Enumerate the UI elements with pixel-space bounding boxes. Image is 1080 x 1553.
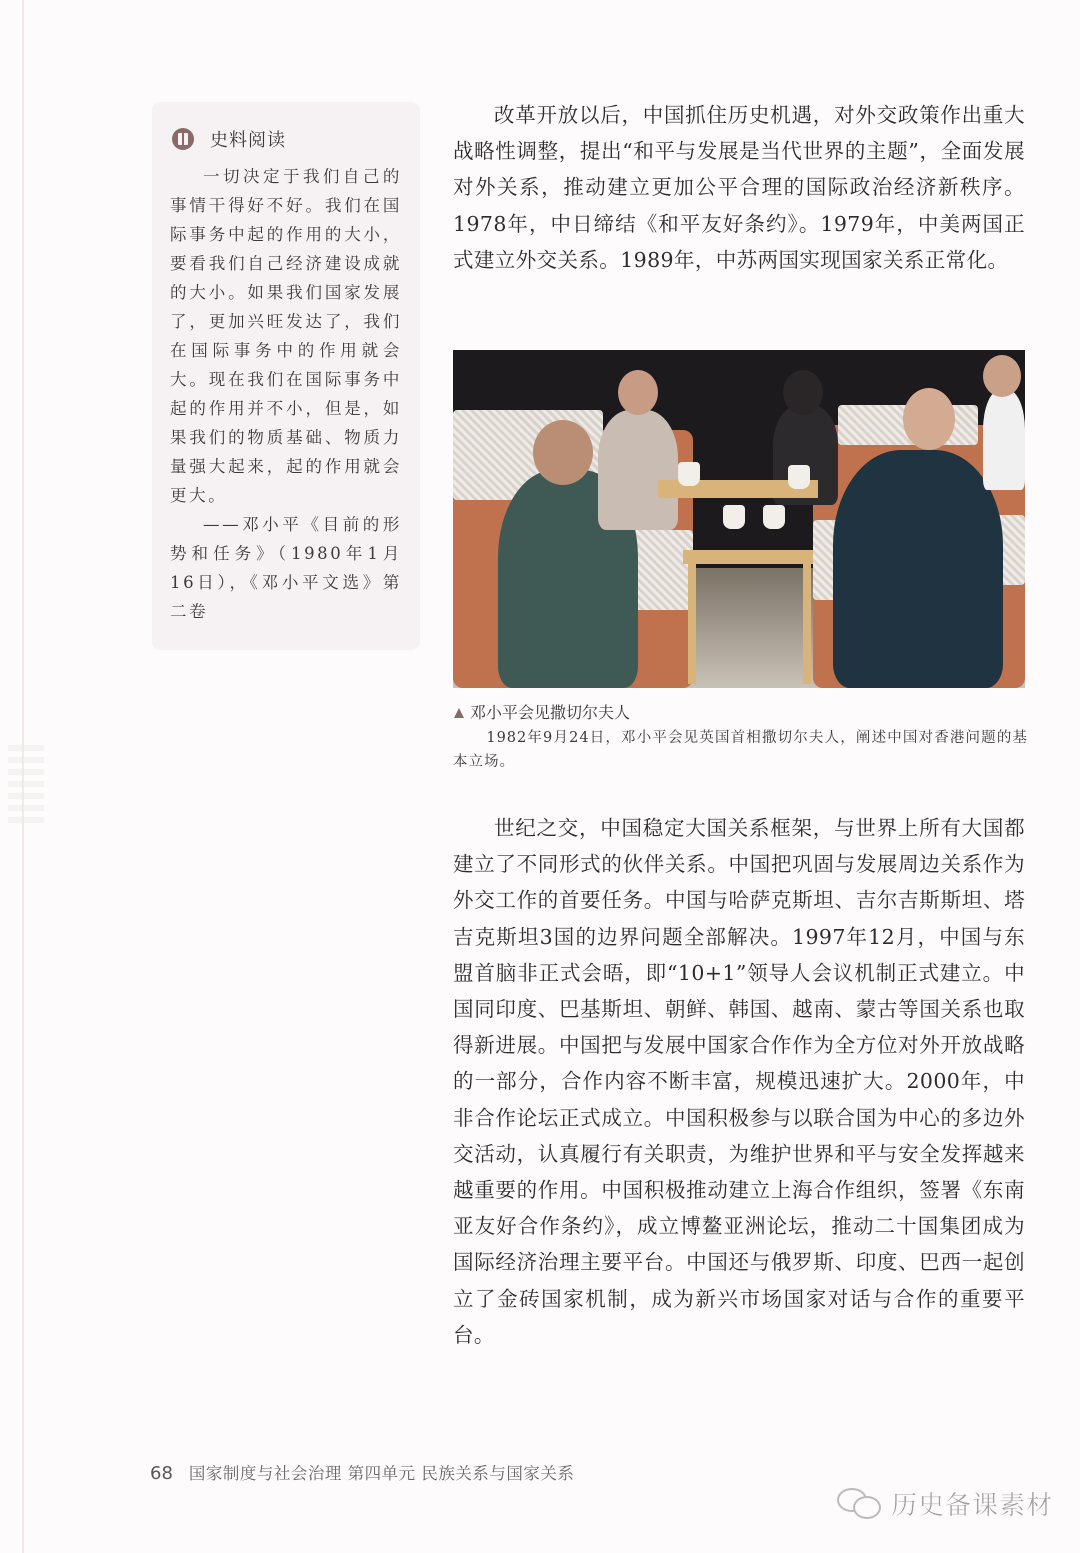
sidebar-source: ——邓小平《目前的形势和任务》（1980年1月16日），《邓小平文选》第二卷 — [170, 515, 402, 621]
triangle-icon — [454, 708, 464, 718]
photo-caption — [453, 700, 1028, 774]
book-icon — [172, 128, 194, 150]
photo-deng-thatcher — [453, 350, 1025, 688]
photo-head — [983, 355, 1021, 397]
caption-text: 1982年9月24日，邓小平会见英国首相撒切尔夫人，阐述中国对香港问题的基本立场。 — [453, 730, 1028, 770]
sidebar-header — [170, 124, 402, 154]
sidebar-title: 史料阅读 — [210, 130, 286, 151]
paragraph-reform-opening: 改革开放以后，中国抓住历史机遇，对外交政策作出重大战略性调整，提出“和平与发展是当代世界的主题”，全面发展对外关系，推动建立更加公平合理的国际政治经济新秩序。1978年，中日缔结《和平友好条约》。1979年，中美两国正式建立外交关系。1989年，中苏两国实现国家关系正常化。 — [453, 103, 1025, 272]
caption-title-row — [453, 700, 1028, 726]
photo-head — [783, 370, 823, 415]
photo-head — [903, 388, 955, 450]
photo-teacup — [723, 505, 745, 529]
photo-head — [618, 370, 658, 415]
photo-teacup — [678, 462, 700, 486]
paragraph-turn-of-century: 世纪之交，中国稳定大国关系框架，与世界上所有大国都建立了不同形式的伙伴关系。中国把巩固与发展周边关系作为外交工作的首要任务。中国与哈萨克斯坦、吉尔吉斯斯坦、塔吉克斯坦3国的边界问题全部解决。1997年12月，中国与东盟首脑非正式会晤，即“10+1”领导人会议机制正式建立。中国同印度、巴基斯坦、朝鲜、韩国、越南、蒙古等国关系也取得新进展。中国把与发展中国家合作作为全方位对外开放战略的一部分，合作内容不断丰富，规模迅速扩大。2000年，中非合作论坛正式成立。中国积极参与以联合国为中心的多边外交活动，认真履行有关职责，为维护世界和平与安全发挥越来越重要的作用。中国积极推动建立上海合作组织，签署《东南亚友好合作条约》，成立博鳌亚洲论坛，推动二十国集团成为国际经济治理主要平台。中国还与俄罗斯、印度、巴西一起创立了金砖国家机制，成为新兴市场国家对话与合作的重要平台。 — [453, 816, 1025, 1347]
photo-tea-table-shelf — [683, 550, 813, 564]
sidebar-body — [170, 162, 402, 626]
bleed-through-text — [8, 745, 44, 825]
photo-table-leg — [688, 564, 696, 684]
page-footer — [150, 1460, 574, 1484]
wechat-icon — [835, 1486, 883, 1522]
historical-material-sidebar — [152, 102, 420, 650]
running-title: 国家制度与社会治理 第四单元 民族关系与国家关系 — [188, 1464, 575, 1483]
watermark-text: 历史备课素材 — [891, 1491, 1054, 1521]
photo-teacup — [763, 505, 785, 529]
watermark — [835, 1485, 1053, 1522]
sidebar-quote: 一切决定于我们自己的事情干得好不好。我们在国际事务中起的作用的大小，要看我们自己经济建设成就的大小。如果我们国家发展了，更加兴旺发达了，我们在国际事务中的作用就会大。现在我们在国际事务中起的作用并不小，但是，如果我们的物质基础、物质力量强大起来，起的作用就会更大。 — [170, 167, 402, 505]
photo-table-leg — [803, 564, 811, 684]
photo-person-thatcher — [833, 450, 1003, 688]
caption-title: 邓小平会见撒切尔夫人 — [470, 703, 631, 722]
photo-head — [533, 420, 593, 485]
photo-teacup — [788, 465, 810, 489]
photo-person-interpreter — [598, 410, 678, 530]
photo-person-aide — [983, 390, 1025, 490]
page-number: 68 — [150, 1463, 173, 1484]
